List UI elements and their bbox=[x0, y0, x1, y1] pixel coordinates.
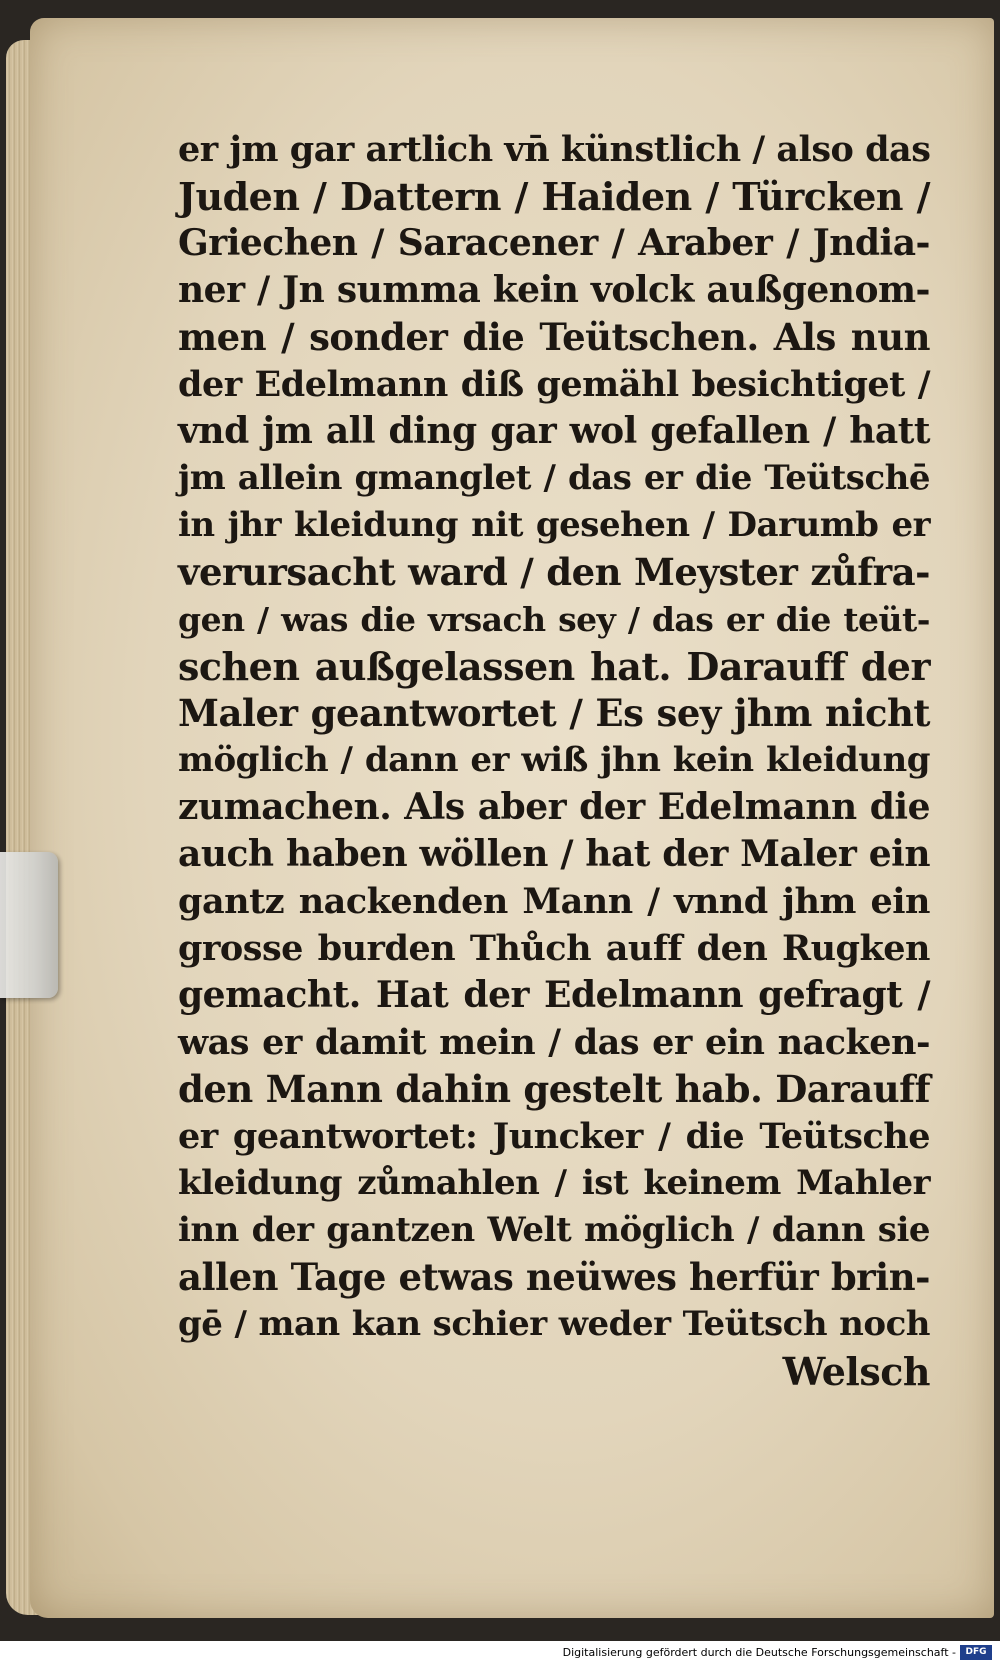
text-line: schen außgelassen hat. Darauff der bbox=[178, 644, 930, 689]
text-line: er geantwortet: Juncker / die Teütsche bbox=[178, 1116, 930, 1157]
text-line: grosse burden Thůch auff den Rugken bbox=[178, 928, 930, 969]
funding-notice: Digitalisierung gefördert durch die Deutsche Forschungsgemeinschaft - bbox=[562, 1646, 956, 1659]
text-line: vnd jm all ding gar wol gefallen / hatt bbox=[178, 410, 930, 452]
text-line: ner / Jn summa kein volck außgenom- bbox=[178, 269, 930, 311]
text-line: den Mann dahin gestelt hab. Darauff bbox=[178, 1067, 930, 1111]
dfg-logo: DFG bbox=[960, 1645, 992, 1660]
text-line: er jm gar artlich vn̄ künstlich / also das bbox=[178, 129, 931, 170]
bookmark-tab bbox=[0, 852, 58, 998]
text-line: Maler geantwortet / Es sey jhm nicht bbox=[178, 691, 930, 735]
text-line: auch haben wöllen / hat der Maler ein bbox=[178, 833, 930, 875]
catchword: Welsch bbox=[782, 1349, 930, 1394]
text-line: jm allein gmanglet / das er die Teütschē bbox=[178, 458, 930, 498]
text-line: Juden / Dattern / Haiden / Türcken / bbox=[178, 174, 930, 219]
text-line: gemacht. Hat der Edelmann gefragt / bbox=[178, 974, 930, 1016]
text-line: verursacht ward / den Meyster zůfra- bbox=[178, 550, 930, 594]
text-line: gantz nackenden Mann / vnnd jhm ein bbox=[178, 881, 930, 922]
text-line: kleidung zůmahlen / ist keinem Mahler bbox=[178, 1163, 930, 1203]
text-line: in jhr kleidung nit gesehen / Darumb er bbox=[178, 505, 930, 545]
text-line: was er damit mein / das er ein nacken- bbox=[178, 1022, 930, 1063]
text-line: gē / man kan schier weder Teütsch noch bbox=[178, 1304, 930, 1344]
text-line: zumachen. Als aber der Edelmann die bbox=[178, 786, 930, 828]
text-line: men / sonder die Teütschen. Als nun bbox=[178, 315, 930, 359]
text-line: allen Tage etwas neüwes herfür brin- bbox=[178, 1255, 930, 1299]
footer-bar bbox=[0, 1641, 1000, 1663]
text-line: möglich / dann er wiß jhn kein kleidung bbox=[178, 740, 930, 780]
body-text bbox=[178, 126, 930, 1395]
text-line: der Edelmann diß gemähl besichtiget / bbox=[178, 364, 930, 405]
text-line: inn der gantzen Welt möglich / dann sie bbox=[178, 1210, 930, 1250]
text-line: gen / was die vrsach sey / das er die teüt- bbox=[178, 600, 930, 639]
text-line: Griechen / Saracener / Araber / Jndia- bbox=[178, 222, 930, 264]
